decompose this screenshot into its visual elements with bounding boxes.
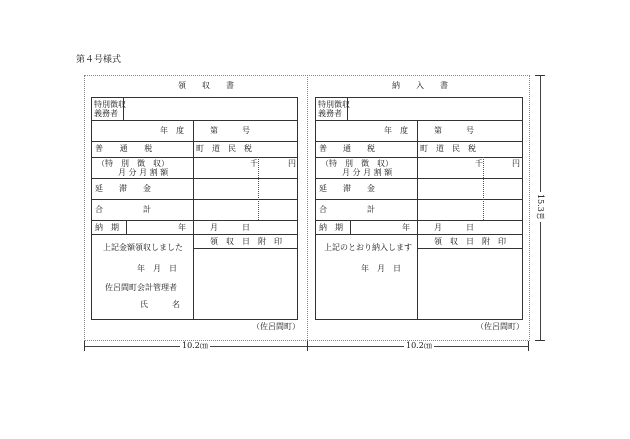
obligor-label: 特別徴収 義務者: [94, 100, 126, 118]
signature-label: 氏 名: [140, 300, 180, 309]
obligor-label: 特別徴収 義務者: [318, 100, 350, 118]
due-date: 年 月 日: [178, 223, 250, 232]
payment-footer: （佐呂間町）: [476, 322, 524, 331]
due-label: 納 期: [319, 223, 343, 232]
due-date: 年 月 日: [402, 223, 474, 232]
unit-thousand: 千: [250, 159, 258, 168]
unit-yen: 円: [512, 159, 520, 168]
unit-yen: 円: [288, 159, 296, 168]
left-width-label: 10.2㎝: [182, 341, 208, 350]
stamp-header: 領 収 日 附 印: [210, 237, 282, 246]
official-title: 佐呂間町会計管理者: [105, 283, 177, 292]
due-label: 納 期: [95, 223, 119, 232]
late-fee-label: 延 滞 金: [319, 184, 375, 193]
year-label: 年 度: [160, 126, 184, 135]
form-id: 第４号様式: [76, 55, 122, 65]
late-fee-label: 延 滞 金: [95, 184, 151, 193]
receipt-date: 年 月 日: [137, 264, 177, 273]
right-width-label: 10.2㎝: [406, 341, 432, 350]
receipt-footer: （佐呂間町）: [252, 322, 300, 331]
number-label: 第 号: [210, 126, 250, 135]
height-label: 15.3㎝: [536, 194, 545, 220]
monthly-amount-label: 月 分 月 割 額: [118, 168, 169, 177]
receipt-header: 領 収 書: [178, 81, 234, 90]
payment-header: 納 入 書: [392, 81, 448, 90]
stamp-header: 領 収 日 附 印: [434, 237, 506, 246]
number-label: 第 号: [434, 126, 474, 135]
total-label: 合 計: [95, 205, 151, 214]
tax-type-label: 普 通 税: [319, 144, 375, 153]
receipt-text: 上記金額領収しました: [103, 243, 183, 252]
special-collection-label: （特 別 徴 収）: [97, 159, 169, 168]
payment-text: 上記のとおり納入します: [324, 243, 412, 252]
payment-date: 年 月 日: [361, 264, 401, 273]
year-label: 年 度: [384, 126, 408, 135]
center-divider: [307, 75, 308, 340]
monthly-amount-label: 月 分 月 割 額: [342, 168, 393, 177]
special-collection-label: （特 別 徴 収）: [321, 159, 393, 168]
tax-name-label: 町 道 民 税: [196, 144, 252, 153]
tax-type-label: 普 通 税: [95, 144, 153, 153]
unit-thousand: 千: [475, 159, 483, 168]
tax-name-label: 町 道 民 税: [420, 144, 476, 153]
total-label: 合 計: [319, 205, 375, 214]
width-dimension-line: [84, 346, 528, 347]
